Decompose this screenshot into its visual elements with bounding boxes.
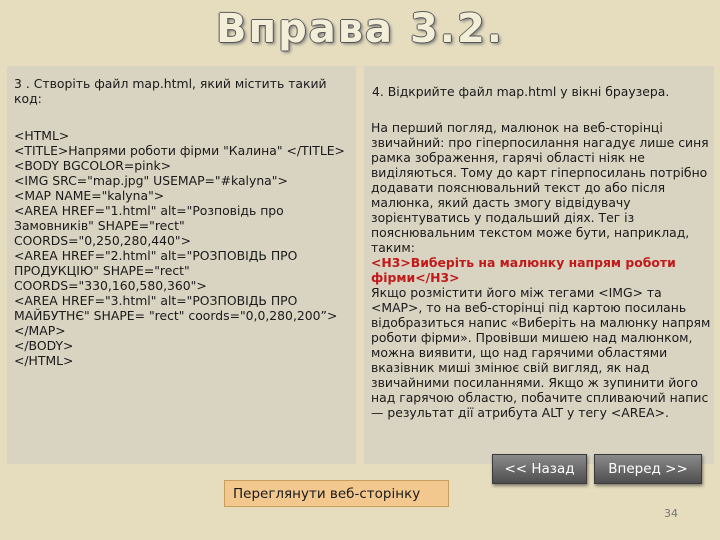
next-button[interactable]: Вперед >> [594, 454, 702, 484]
highlighted-code: <H3>Виберіть на малюнку напрям роботи фірми</H3> [371, 255, 676, 285]
slide-title: Вправа 3.2. [215, 6, 505, 52]
html-code-block [14, 128, 359, 368]
page-number: 34 [664, 507, 678, 520]
explanation-text [371, 120, 711, 420]
code-line: <TITLE>Напрями роботи фірми "Калина" </TITLE> [14, 143, 345, 158]
back-button[interactable]: << Назад [492, 454, 587, 484]
explanation-paragraph-1: На перший погляд, малюнок на веб-сторінці звичайний: про гіперпосилання нагадує лише синя рамка зображення, гарячі області ніяк не виділяються. Тому до карт гіперпосилань потрібно додавати пояснювальний текст до або після малюнка, який дасть змогу відвідувачу зорієнтуватись у подальший діях. Тег із пояснювальним текстом може бути, наприклад, таким: [371, 120, 709, 255]
code-line: <BODY BGCOLOR=pink> [14, 158, 171, 173]
code-line: </HTML> [14, 353, 74, 368]
code-line: <AREA HREF="1.html" alt="Розповідь про Замовників" SHAPE="rect" COORDS="0,250,280,440"> [14, 203, 284, 248]
code-line: <MAP NAME="kalyna"> [14, 188, 165, 203]
step-4-instruction: 4. Відкрийте файл map.html у вікні браузера. [372, 84, 670, 99]
code-line: <IMG SRC="map.jpg" USEMAP="#kalyna"> [14, 173, 288, 188]
code-line: <AREA HREF="3.html" alt="РОЗПОВІДЬ ПРО МАЙБУТНЄ" SHAPE= "rect" coords="0,0,280,200”> [14, 293, 338, 323]
code-line: </BODY> [14, 338, 74, 353]
code-line: <HTML> [14, 128, 70, 143]
code-line: </MAP> [14, 323, 66, 338]
code-line: <AREA HREF="2.html" alt="РОЗПОВІДЬ ПРО ПРОДУКЦІЮ" SHAPE="rect" COORDS="330,160,580,360"> [14, 248, 298, 293]
view-webpage-button[interactable]: Переглянути веб-сторінку [224, 480, 449, 507]
step-3-instruction: 3 . Створіть файл map.html, який містить такий код: [14, 76, 327, 106]
explanation-paragraph-2: Якщо розмістити його між тегами <IMG> та <MAP>, то на веб-сторінці під картою посилань відобразиться напис «Виберіть на малюнку напрям роботи фірми». Провівши мишею над малюнком, можна виявити, що над гарячими областями вказівник миші змінює свій вигляд, як над звичайними посиланнями. Якщо ж зупинити його над гарячою областю, побачите спливаючий напис — результат дії атрибута ALT у тегу <AREA>. [371, 285, 711, 420]
